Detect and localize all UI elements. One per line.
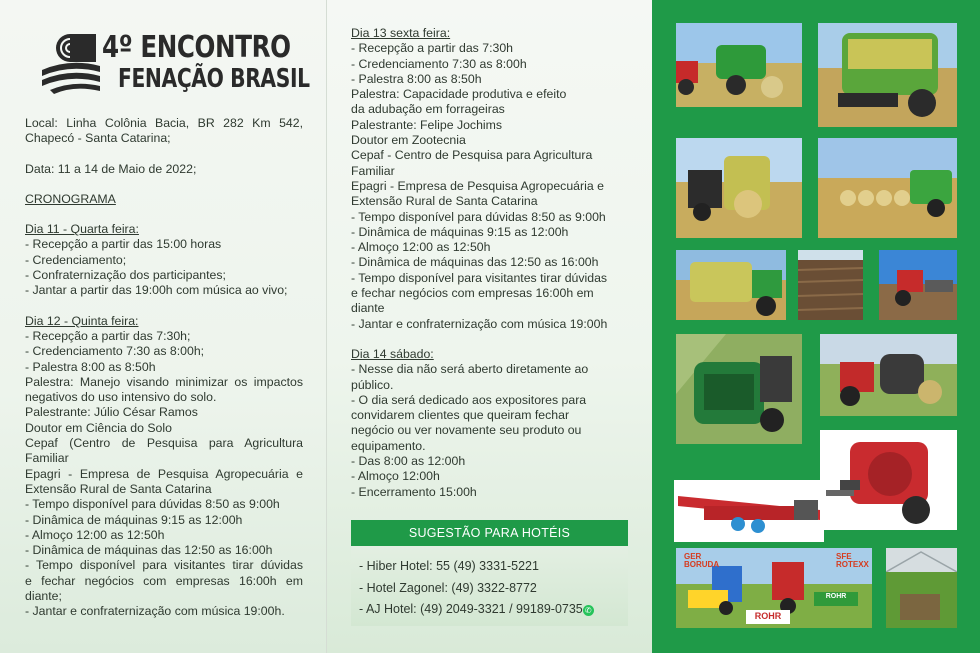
list-item: - Jantar e confraternização com música 19:00h	[351, 316, 608, 331]
list-item: Doutor em Ciência do Solo	[25, 420, 172, 435]
bale-wrapper-image	[676, 334, 802, 444]
list-item: Palestrante: Júlio César Ramos	[25, 405, 198, 420]
list-item: negócio ou ver novamente seu produto ou	[351, 423, 582, 438]
baler-photo	[676, 250, 786, 320]
hotel-item: - Hiber Hotel: 55 (49) 3331-5221	[359, 559, 539, 573]
baler-side-image	[676, 250, 786, 320]
rotexx-text: ROTEXX	[836, 560, 869, 569]
hotel-item	[351, 599, 628, 621]
list-item: Extensão Rural de Santa Catarina	[25, 481, 212, 496]
list-item: - Tempo disponível para visitantes tirar dúvidas	[351, 270, 608, 285]
rohr-logo-text: ROHR	[754, 611, 782, 621]
schedule-title: CRONOGRAMA	[25, 191, 116, 206]
red-tractor-image	[879, 250, 957, 320]
sfe-rotexx-logo	[836, 553, 869, 569]
grass-photo	[886, 548, 957, 628]
list-item: - Dinâmica de máquinas das 12:50 as 16:00h	[25, 543, 273, 558]
list-item: - Tempo disponível para dúvidas 8:50 as 9:00h	[351, 209, 606, 224]
soil-field-image	[798, 250, 863, 320]
list-item: Palestrante: Felipe Jochims	[351, 117, 503, 132]
location-line2: Chapecó - Santa Catarina;	[25, 131, 171, 146]
list-item: e fechar negócios com empresas 16:00h em	[25, 573, 303, 588]
list-item: - Credenciamento;	[25, 252, 127, 267]
list-item: Epagri - Empresa de Pesquisa Agropecuária e	[25, 466, 303, 481]
hotel-item-text: - AJ Hotel: (49) 2049-3321 / 99189-0735	[359, 602, 583, 616]
tractor-photo	[820, 334, 957, 416]
rohr-mower-text: ROHR	[825, 593, 847, 600]
list-item: Extensão Rural de Santa Catarina	[351, 194, 538, 209]
list-item: - Credenciamento 7:30 as 8:00h;	[25, 344, 205, 359]
location-line1: Local: Linha Colônia Bacia, BR 282 Km 542,	[25, 116, 303, 130]
list-item: Palestra: Capacidade produtiva e efeito	[351, 87, 567, 102]
baler-bale-image	[676, 138, 802, 238]
hotels-list	[351, 546, 628, 626]
list-item: Familiar	[351, 163, 395, 178]
ger-boruda-logo	[684, 553, 719, 569]
tractor-baler-field-image	[820, 334, 957, 416]
tractor-baler-image	[676, 23, 802, 107]
list-item: Doutor em Zootecnia	[351, 133, 466, 148]
list-item: Familiar	[25, 451, 69, 466]
red-baler-image	[820, 430, 957, 530]
tractor-photo	[879, 250, 957, 320]
brands-photo	[676, 548, 872, 628]
list-item: - Dinâmica de máquinas 9:15 as 12:00h	[25, 512, 243, 527]
list-item: da adubação em forrageiras	[351, 102, 505, 117]
hotel-item: - Hotel Zagonel: (49) 3322-8772	[359, 580, 537, 595]
list-item: - Dinâmica de máquinas 9:15 as 12:00h	[351, 224, 569, 239]
whatsapp-icon: ✆	[583, 605, 594, 616]
sfe-text: SFE	[836, 552, 852, 561]
wrapper-photo	[676, 334, 802, 444]
hay-bale-logo-icon	[40, 28, 102, 98]
list-item: Cepaf - Centro de Pesquisa para Agricultura	[351, 148, 593, 163]
list-item: - Almoço 12:00h	[351, 469, 440, 484]
krone-baler-image	[818, 23, 957, 127]
ger-text: GER	[684, 552, 702, 561]
list-item: - Palestra 8:00 as 8:50h	[351, 71, 482, 86]
list-item: público.	[351, 377, 394, 392]
list-item: - Credenciamento 7:30 as 8:00h	[351, 56, 527, 71]
list-item: - Jantar e confraternização com música 19:00h.	[25, 604, 285, 619]
field-photo	[798, 250, 863, 320]
list-item: - Das 8:00 as 12:00h	[351, 454, 466, 469]
list-item: diante;	[25, 589, 62, 604]
schedule-column-2	[351, 26, 631, 500]
list-item: - Almoço 12:00 as 12:50h	[25, 527, 165, 542]
baler-photo	[818, 138, 957, 238]
list-item: - Almoço 12:00 as 12:50h	[351, 240, 491, 255]
bales-field-image	[818, 138, 957, 238]
baler-photo	[820, 430, 957, 530]
list-item: - Recepção a partir das 15:00 horas	[25, 237, 222, 252]
day14-title: Dia 14 sábado:	[351, 346, 434, 361]
list-item: e fechar negócios com empresas 16:00h em	[351, 286, 594, 301]
mower-photo	[674, 480, 824, 542]
schedule-column-1	[25, 116, 303, 620]
list-item: negativos do uso intensivo do solo.	[25, 390, 217, 405]
list-item: - O dia será dedicado aos expositores para	[351, 392, 587, 407]
baler-photo	[676, 23, 802, 107]
list-item: - Recepção a partir das 7:30h	[351, 41, 514, 56]
list-item: - Tempo disponível para dúvidas 8:50 as 9:00h	[25, 497, 280, 512]
list-item: Cepaf (Centro de Pesquisa para Agricultura	[25, 436, 303, 451]
event-date: Data: 11 a 14 de Maio de 2022;	[25, 161, 197, 176]
hotels-header: SUGESTÃO PARA HOTÉIS	[351, 520, 628, 546]
baler-photo	[818, 23, 957, 127]
red-mower-image	[674, 480, 824, 542]
list-item: - Jantar a partir das 19:00h com música ao vivo;	[25, 283, 288, 298]
middle-panel	[327, 0, 652, 653]
list-item: Palestra: Manejo visando minimizar os impactos	[25, 374, 303, 389]
event-logo	[40, 28, 310, 98]
list-item: - Palestra 8:00 as 8:50h	[25, 359, 156, 374]
list-item: - Tempo disponível para visitantes tirar dúvidas	[25, 558, 303, 573]
list-item: Epagri - Empresa de Pesquisa Agropecuária e	[351, 178, 604, 193]
day13-title: Dia 13 sexta feira:	[351, 26, 451, 40]
list-item: diante	[351, 301, 385, 316]
list-item: equipamento.	[351, 438, 426, 453]
list-item: - Nesse dia não será aberto diretamente ao	[351, 362, 589, 377]
logo-title-line2: FENAÇÃO BRASIL	[118, 64, 310, 94]
day12-title: Dia 12 - Quinta feira:	[25, 313, 139, 328]
greenhouse-grass-image	[886, 548, 957, 628]
left-panel	[0, 0, 327, 653]
list-item: - Dinâmica de máquinas das 12:50 as 16:00h	[351, 255, 599, 270]
photo-panel	[652, 0, 980, 653]
baler-photo	[676, 138, 802, 238]
list-item: convidarem clientes que queiram fechar	[351, 408, 570, 423]
logo-title-line1: 4º ENCONTRO	[102, 30, 291, 65]
boruda-text: BORUDA	[684, 560, 720, 569]
list-item: - Encerramento 15:00h	[351, 484, 477, 499]
list-item: - Confraternização dos participantes;	[25, 268, 226, 283]
day11-title: Dia 11 - Quarta feira:	[25, 222, 139, 237]
list-item: - Recepção a partir das 7:30h;	[25, 328, 191, 343]
